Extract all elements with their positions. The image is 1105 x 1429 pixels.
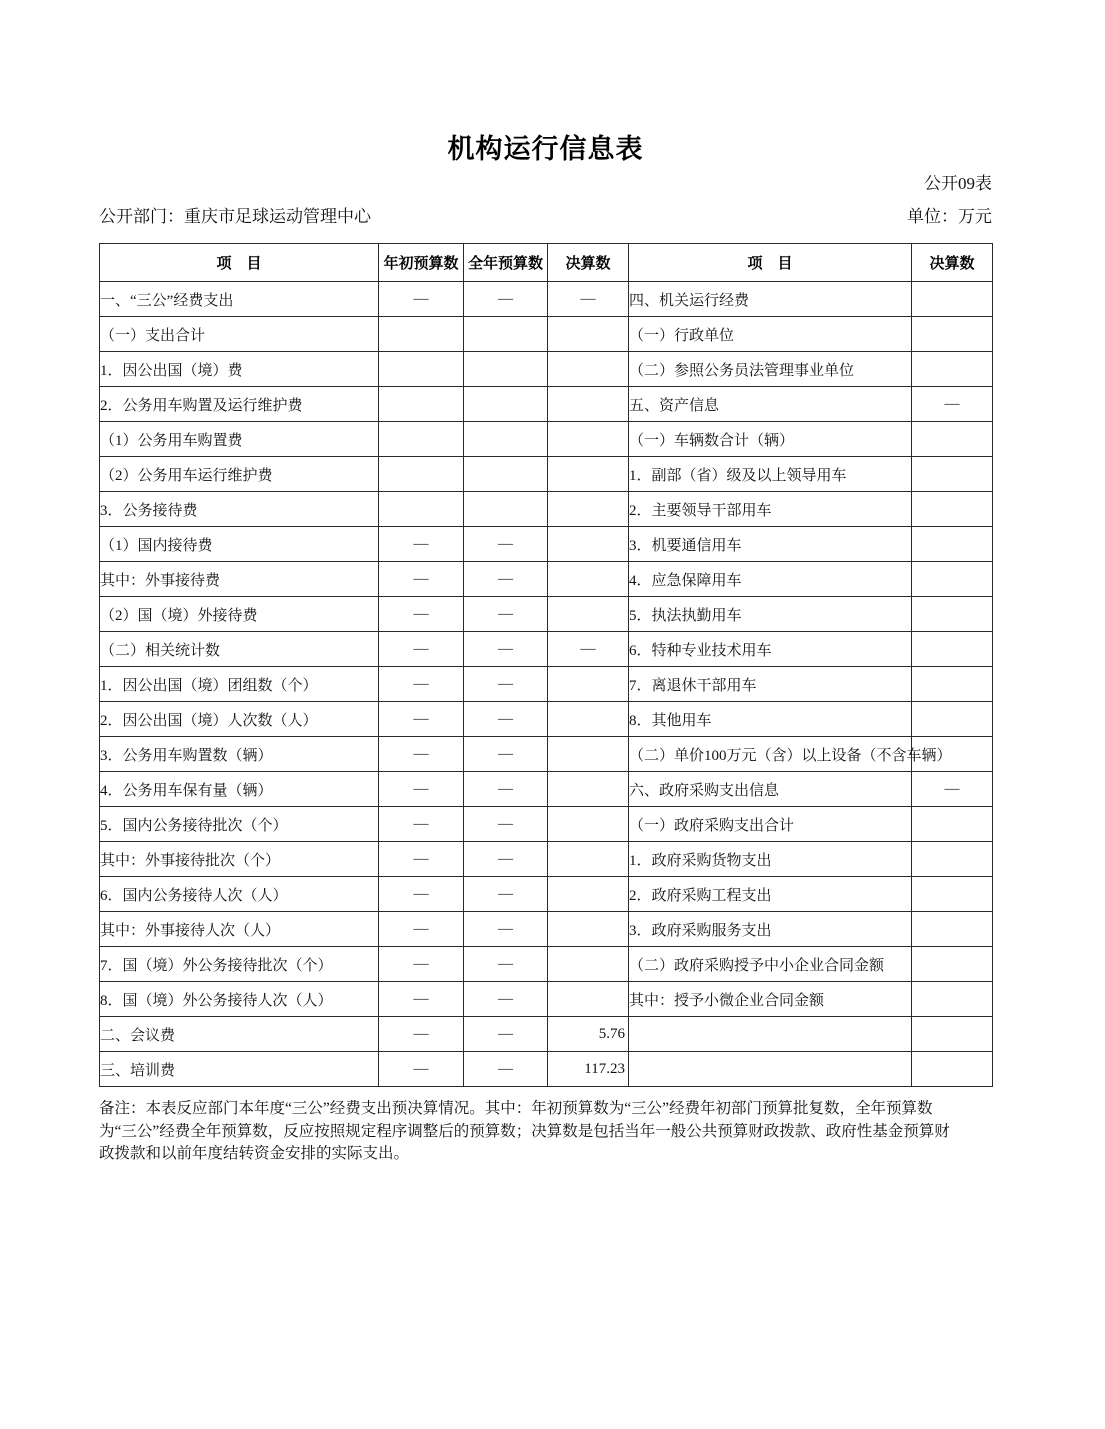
value-full-year: — — [464, 912, 548, 947]
value-full-year — [464, 317, 548, 352]
table-row — [100, 737, 993, 772]
item-cell-left: （1）公务用车购置费 — [100, 422, 379, 457]
department-label: 公开部门：重庆市足球运动管理中心 — [99, 207, 371, 226]
item-cell-right: 3．机要通信用车 — [629, 527, 912, 562]
value-full-year — [464, 422, 548, 457]
value-final-right — [912, 912, 993, 947]
value-final-left — [548, 422, 629, 457]
table-row — [100, 352, 993, 387]
table-row — [100, 912, 993, 947]
item-cell-right: 五、资产信息 — [629, 387, 912, 422]
item-cell-right: 7．离退休干部用车 — [629, 667, 912, 702]
item-cell-left: 5．国内公务接待批次（个） — [100, 807, 379, 842]
table-row — [100, 387, 993, 422]
value-full-year — [464, 352, 548, 387]
table-row — [100, 562, 993, 597]
header-budget-initial: 年初预算数 — [379, 244, 464, 282]
item-cell-left: 2．公务用车购置及运行维护费 — [100, 387, 379, 422]
value-initial: — — [379, 702, 464, 737]
item-cell-left: （2）公务用车运行维护费 — [100, 457, 379, 492]
value-final-left — [548, 527, 629, 562]
value-full-year: — — [464, 597, 548, 632]
value-initial: — — [379, 1017, 464, 1052]
item-cell-right: 3．政府采购服务支出 — [629, 912, 912, 947]
value-initial: — — [379, 842, 464, 877]
value-final-right — [912, 317, 993, 352]
value-final-left — [548, 807, 629, 842]
value-final-right — [912, 597, 993, 632]
value-final-left — [548, 912, 629, 947]
item-cell-right: （一）政府采购支出合计 — [629, 807, 912, 842]
item-cell-left: 3．公务用车购置数（辆） — [100, 737, 379, 772]
page-title: 机构运行信息表 — [447, 134, 644, 164]
value-full-year — [464, 387, 548, 422]
footnote-line: 政拨款和以前年度结转资金安排的实际支出。 — [99, 1145, 410, 1162]
header-final-left: 决算数 — [548, 244, 629, 282]
value-full-year — [464, 492, 548, 527]
item-cell-left: 6．国内公务接待人次（人） — [100, 877, 379, 912]
value-final-right — [912, 982, 993, 1017]
table-row — [100, 1052, 993, 1087]
item-cell-left: 8．国（境）外公务接待人次（人） — [100, 982, 379, 1017]
value-final-left — [548, 842, 629, 877]
value-final-left — [548, 492, 629, 527]
value-final-right — [912, 947, 993, 982]
value-initial: — — [379, 772, 464, 807]
item-cell-left: 7．国（境）外公务接待批次（个） — [100, 947, 379, 982]
value-initial: — — [379, 667, 464, 702]
value-final-left — [548, 317, 629, 352]
value-final-left — [548, 737, 629, 772]
value-full-year: — — [464, 772, 548, 807]
value-initial: — — [379, 597, 464, 632]
value-final-left: — — [548, 282, 629, 317]
value-full-year: — — [464, 842, 548, 877]
value-final-right — [912, 807, 993, 842]
value-full-year: — — [464, 877, 548, 912]
value-final-left: 117.23 — [548, 1052, 629, 1087]
value-full-year: — — [464, 702, 548, 737]
meta-row — [99, 206, 992, 228]
header-item-right: 项 目 — [629, 244, 912, 282]
value-full-year: — — [464, 807, 548, 842]
value-final-left — [548, 387, 629, 422]
value-initial — [379, 422, 464, 457]
value-final-right: — — [912, 387, 993, 422]
table-row — [100, 422, 993, 457]
value-initial — [379, 317, 464, 352]
item-cell-right: 其中：授予小微企业合同金额 — [629, 982, 912, 1017]
value-final-right — [912, 492, 993, 527]
header-item-left: 项 目 — [100, 244, 379, 282]
value-initial — [379, 352, 464, 387]
item-cell-right: 5．执法执勤用车 — [629, 597, 912, 632]
table-row — [100, 982, 993, 1017]
item-cell-right: 6．特种专业技术用车 — [629, 632, 912, 667]
header-final-right: 决算数 — [912, 244, 993, 282]
value-full-year: — — [464, 527, 548, 562]
item-cell-right — [629, 1052, 912, 1087]
item-cell-right: 1．政府采购货物支出 — [629, 842, 912, 877]
item-cell-right: 8．其他用车 — [629, 702, 912, 737]
value-initial — [379, 457, 464, 492]
value-final-right — [912, 562, 993, 597]
value-final-right — [912, 457, 993, 492]
value-final-left: — — [548, 632, 629, 667]
unit-label: 单位：万元 — [907, 207, 992, 226]
value-final-right — [912, 632, 993, 667]
value-initial: — — [379, 562, 464, 597]
value-final-left — [548, 702, 629, 737]
table-row — [100, 1017, 993, 1052]
item-cell-left: 4．公务用车保有量（辆） — [100, 772, 379, 807]
table-row — [100, 877, 993, 912]
item-cell-left: （1）国内接待费 — [100, 527, 379, 562]
value-full-year: — — [464, 632, 548, 667]
table-row — [100, 457, 993, 492]
value-final-right — [912, 667, 993, 702]
form-code-label: 公开09表 — [924, 174, 992, 193]
table-row — [100, 632, 993, 667]
footnote-line: 备注：本表反应部门本年度“三公”经费支出预决算情况。其中：年初预算数为“三公”经费年初部门预算批复数，全年预算数 — [99, 1100, 933, 1117]
table-row — [100, 282, 993, 317]
value-full-year: — — [464, 282, 548, 317]
value-full-year: — — [464, 947, 548, 982]
value-final-right — [912, 1017, 993, 1052]
value-final-right — [912, 877, 993, 912]
value-final-left — [548, 562, 629, 597]
value-initial: — — [379, 982, 464, 1017]
value-final-left — [548, 597, 629, 632]
item-cell-right — [629, 1017, 912, 1052]
table-row — [100, 597, 993, 632]
item-cell-left: 其中：外事接待费 — [100, 562, 379, 597]
value-initial: — — [379, 912, 464, 947]
value-final-right — [912, 1052, 993, 1087]
item-cell-right: 四、机关运行经费 — [629, 282, 912, 317]
value-initial: — — [379, 632, 464, 667]
value-full-year: — — [464, 1017, 548, 1052]
value-final-right: — — [912, 772, 993, 807]
table-row — [100, 807, 993, 842]
value-full-year: — — [464, 562, 548, 597]
value-full-year: — — [464, 667, 548, 702]
value-initial: — — [379, 737, 464, 772]
item-cell-left: 2．因公出国（境）人次数（人） — [100, 702, 379, 737]
value-final-left — [548, 772, 629, 807]
value-full-year: — — [464, 982, 548, 1017]
value-final-left — [548, 457, 629, 492]
item-cell-right: （二）政府采购授予中小企业合同金额 — [629, 947, 912, 982]
table-row — [100, 702, 993, 737]
header-budget-full-year: 全年预算数 — [464, 244, 548, 282]
value-initial — [379, 387, 464, 422]
value-initial — [379, 492, 464, 527]
value-final-right — [912, 842, 993, 877]
value-final-right — [912, 352, 993, 387]
item-cell-left: 一、“三公”经费支出 — [100, 282, 379, 317]
document-content — [99, 0, 992, 1166]
info-table — [99, 243, 993, 1087]
item-cell-left: 其中：外事接待批次（个） — [100, 842, 379, 877]
table-row — [100, 772, 993, 807]
value-initial: — — [379, 877, 464, 912]
value-initial: — — [379, 527, 464, 562]
item-cell-right: 六、政府采购支出信息 — [629, 772, 912, 807]
value-final-left — [548, 352, 629, 387]
item-cell-right: （二）参照公务员法管理事业单位 — [629, 352, 912, 387]
value-final-right — [912, 527, 993, 562]
table-row — [100, 842, 993, 877]
value-initial: — — [379, 947, 464, 982]
value-initial: — — [379, 807, 464, 842]
value-final-left — [548, 877, 629, 912]
table-row — [100, 492, 993, 527]
item-cell-left: 其中：外事接待人次（人） — [100, 912, 379, 947]
value-full-year — [464, 457, 548, 492]
table-row — [100, 667, 993, 702]
item-cell-left: （一）支出合计 — [100, 317, 379, 352]
value-final-right — [912, 422, 993, 457]
table-body — [100, 282, 993, 1087]
item-cell-left: 3．公务接待费 — [100, 492, 379, 527]
item-cell-right: 1．副部（省）级及以上领导用车 — [629, 457, 912, 492]
value-final-left — [548, 982, 629, 1017]
value-final-right — [912, 702, 993, 737]
item-cell-right: （二）单价100万元（含）以上设备（不含车辆） — [629, 737, 912, 772]
table-row — [100, 527, 993, 562]
value-final-right — [912, 282, 993, 317]
value-initial: — — [379, 282, 464, 317]
value-final-left — [548, 947, 629, 982]
item-cell-right: （一）行政单位 — [629, 317, 912, 352]
table-row — [100, 947, 993, 982]
item-cell-right: （一）车辆数合计（辆） — [629, 422, 912, 457]
item-cell-left: （2）国（境）外接待费 — [100, 597, 379, 632]
item-cell-right: 2．政府采购工程支出 — [629, 877, 912, 912]
value-full-year: — — [464, 1052, 548, 1087]
footnote-line: 为“三公”经费全年预算数，反应按照规定程序调整后的预算数；决算数是包括当年一般公共预算财政拨款、政府性基金预算财 — [99, 1122, 950, 1140]
footnote — [99, 1098, 992, 1166]
table-row — [100, 317, 993, 352]
item-cell-right: 4．应急保障用车 — [629, 562, 912, 597]
value-initial: — — [379, 1052, 464, 1087]
item-cell-left: 1．因公出国（境）费 — [100, 352, 379, 387]
item-cell-left: 二、会议费 — [100, 1017, 379, 1052]
value-final-left — [548, 667, 629, 702]
item-cell-left: （二）相关统计数 — [100, 632, 379, 667]
item-cell-left: 三、培训费 — [100, 1052, 379, 1087]
item-cell-left: 1．因公出国（境）团组数（个） — [100, 667, 379, 702]
value-final-left: 5.76 — [548, 1017, 629, 1052]
header-row — [100, 244, 993, 282]
item-cell-right: 2．主要领导干部用车 — [629, 492, 912, 527]
value-full-year: — — [464, 737, 548, 772]
